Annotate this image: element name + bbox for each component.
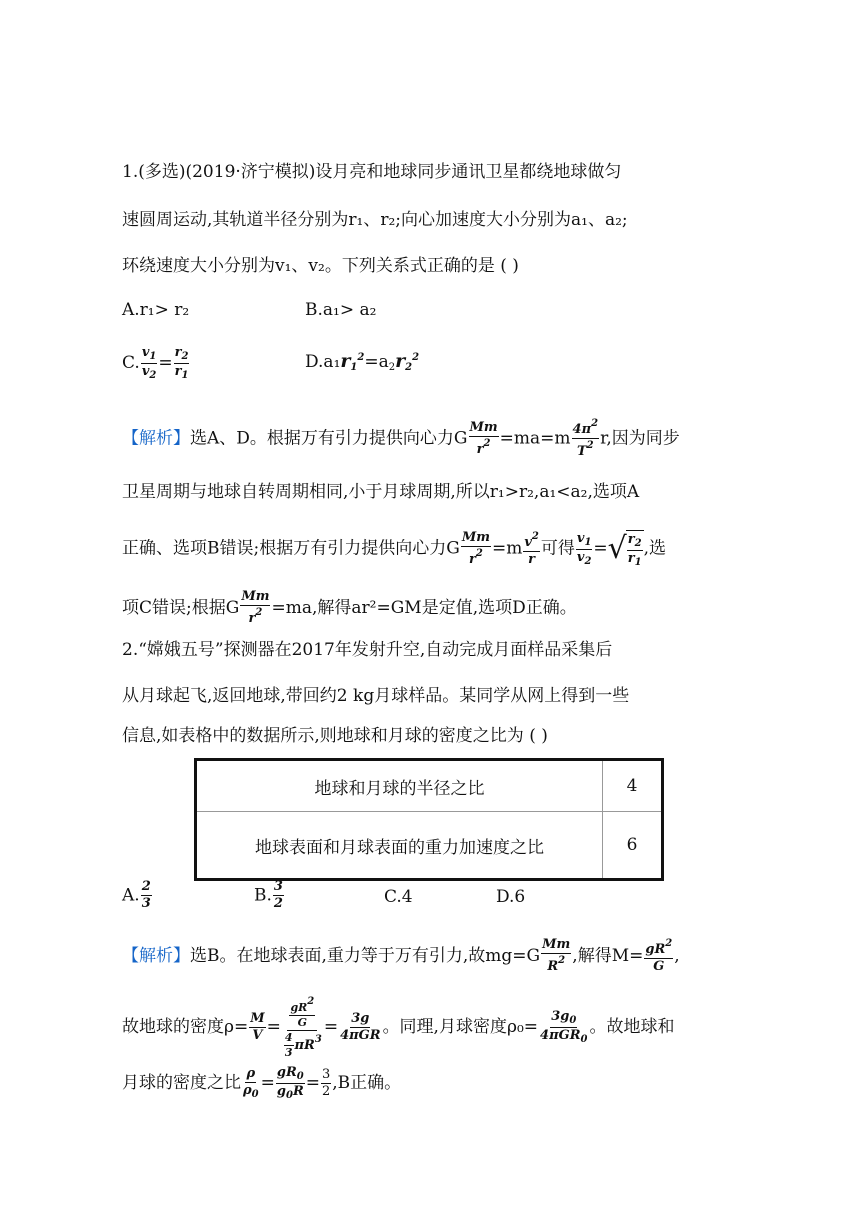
table-value: 4	[603, 760, 663, 812]
q1-option-d: $D.a_1r_1^2=a_2r_2^2$	[305, 350, 420, 373]
q2-option-a: A. $\frac{2}{3}$	[122, 879, 151, 912]
q2-line1: 2.“嫦娥五号”探测器在2017年发射升空,自动完成月面样品采集后	[122, 640, 613, 660]
q1-line1: 1.(多选)(2019·济宁模拟)设月亮和地球同步通讯卫星都绕地球做匀	[122, 162, 622, 182]
q1-line3: 环绕速度大小分别为v₁、v₂。下列关系式正确的是 ( )	[122, 256, 519, 276]
q1-solution-line1: 【解析】选A、D。根据万有引力提供向心力G $\frac{Mm}{r^2}$ =ma=m $\frac{4\pi^2}{T^2}$ r,因为同步	[122, 418, 680, 460]
table-label: 地球和月球的半径之比	[196, 760, 603, 812]
table-row	[196, 760, 663, 812]
q2-option-b: B. $\frac{3}{2}$	[254, 879, 283, 912]
q1-solution-line2: 卫星周期与地球自转周期相同,小于月球周期,所以r₁>r₂,a₁<a₂,选项A	[122, 482, 640, 502]
q1-line2: 速圆周运动,其轨道半径分别为r₁、r₂;向心加速度大小分别为a₁、a₂;	[122, 210, 628, 230]
table-row	[196, 812, 663, 880]
q2-line2: 从月球起飞,返回地球,带回约2 kg月球样品。某同学从网上得到一些	[122, 686, 630, 706]
table-label: 地球表面和月球表面的重力加速度之比	[255, 837, 544, 858]
q1-option-a: A.r₁> r₂	[122, 300, 190, 320]
solution-tag: 【解析】	[122, 428, 190, 449]
q2-solution-line1: 【解析】选B。在地球表面,重力等于万有引力,故mg=G $\frac{Mm}{R^2}$ ,解得M= $\frac{gR^2}{G}$ ,	[122, 937, 680, 975]
q1-option-c: C. $\frac{v_1}{v_2}$ = $\frac{r_2}{r_1}$	[122, 345, 189, 381]
q2-solution-line2: 故地球的密度ρ= $\frac{M}{V}$ = $\frac{gR^2}{G}$ $\frac{4}{3}$ $\pi R^3$ = $\frac{3g}{\text{4πGR}}$ 。同理,月球密度ρ₀= $\frac{3g_0}{4\pi GR_0}$ 。故地球和	[122, 996, 675, 1060]
q1-option-b: B.a₁> a₂	[305, 300, 377, 320]
q1-solution-line3: 正确、选项B错误;根据万有引力提供向心力G $\frac{Mm}{r^2}$ =m $\frac{v^2}{r}$ 可得 $\frac{v_1}{v_2}$ = √ $\frac{r_2}{r_1}$ ,选	[122, 529, 667, 568]
q2-option-c: C.4	[384, 887, 413, 907]
q2-option-d: D.6	[496, 887, 526, 907]
ratio-table	[194, 758, 664, 881]
q2-line3: 信息,如表格中的数据所示,则地球和月球的密度之比为 ( )	[122, 726, 548, 746]
q2-solution-line3: 月球的密度之比 $\frac{\rho}{\rho_0}$ = $\frac{gR_0}{g_0R}$ = $\frac{3}{2}$ ,B正确。	[122, 1065, 402, 1101]
q1-solution-line4: 项C错误;根据G $\frac{Mm}{r^2}$ =ma,解得ar²=GM是定值,选项D正确。	[122, 589, 577, 627]
table-value: 6	[603, 812, 663, 880]
solution-tag: 【解析】	[122, 945, 190, 966]
